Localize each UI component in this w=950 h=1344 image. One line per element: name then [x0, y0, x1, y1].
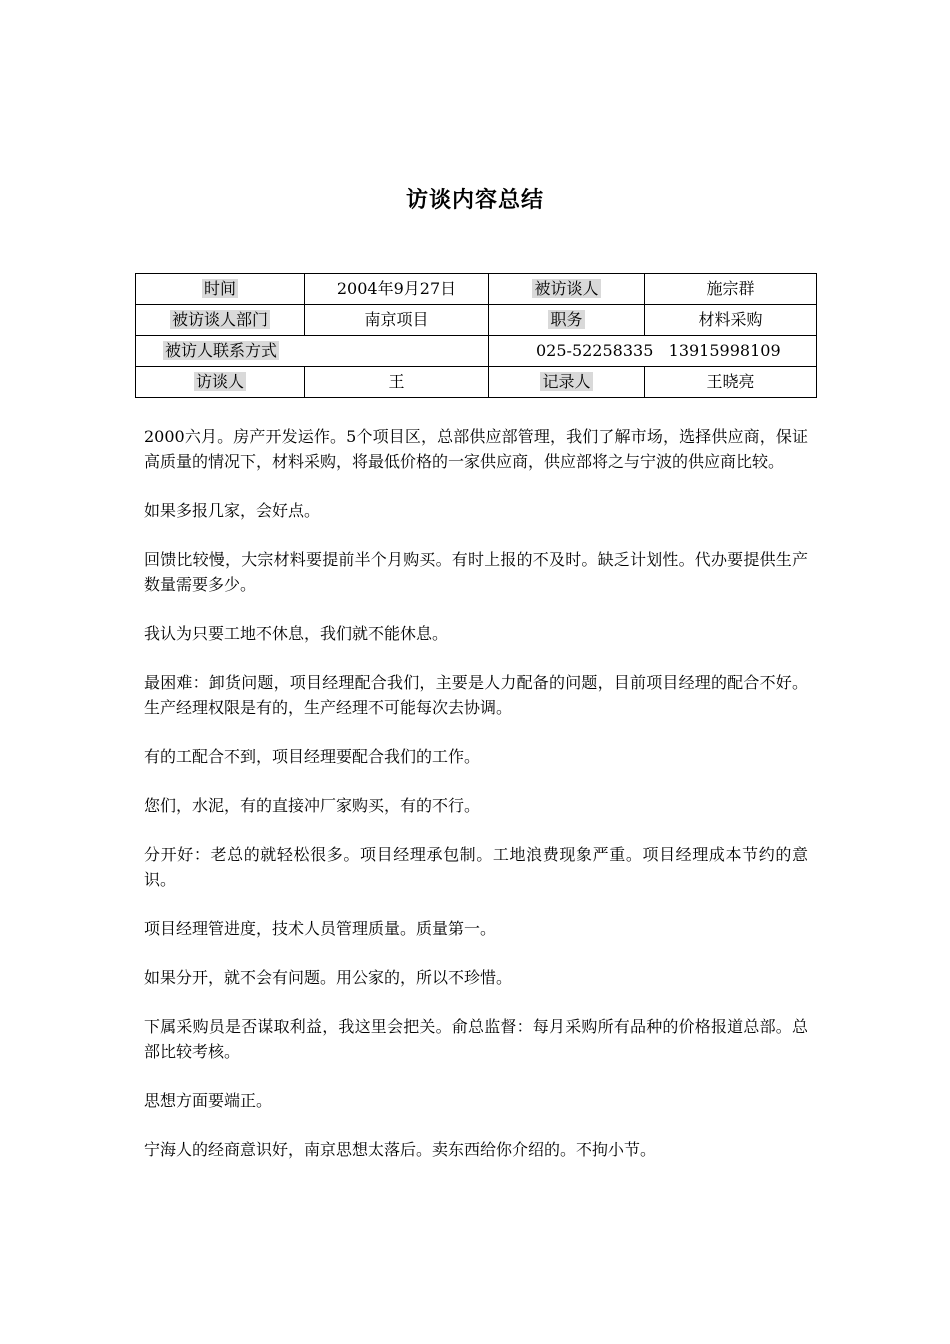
table-row [136, 336, 817, 367]
paragraph: 回馈比较慢，大宗材料要提前半个月购买。有时上报的不及时。缺乏计划性。代办要提供生产数量需要多少。 [144, 550, 808, 594]
paragraph: 分开好：老总的就轻松很多。项目经理承包制。工地浪费现象严重。项目经理成本节约的意识。 [144, 845, 808, 889]
interview-info-table [135, 273, 817, 398]
paragraph: 我认为只要工地不休息，我们就不能休息。 [144, 624, 449, 643]
department-value: 南京项目 [305, 305, 489, 336]
table-row [136, 305, 817, 336]
contact-value: 025-52258335 13915998109 [489, 336, 817, 367]
paragraph: 宁海人的经商意识好，南京思想太落后。卖东西给你介绍的。不拘小节。 [144, 1140, 657, 1159]
paragraph: 如果分开，就不会有问题。用公家的，所以不珍惜。 [144, 968, 513, 987]
paragraph: 思想方面要端正。 [144, 1091, 273, 1110]
paragraph: 如果多报几家，会好点。 [144, 501, 321, 520]
recorder-label: 记录人 [542, 372, 591, 391]
table-cell [136, 367, 305, 398]
interview-notes [144, 424, 808, 1186]
table-row [136, 274, 817, 305]
interviewer-value: 王 [305, 367, 489, 398]
table-cell [489, 367, 645, 398]
paragraph: 最困难：卸货问题，项目经理配合我们，主要是人力配备的问题，目前项目经理的配合不好。生产经理权限是有的，生产经理不可能每次去协调。 [144, 673, 808, 717]
table-cell [489, 274, 645, 305]
table-cell [136, 336, 489, 367]
interviewee-value: 施宗群 [645, 274, 817, 305]
recorder-value: 王晓亮 [645, 367, 817, 398]
department-label: 被访谈人部门 [171, 310, 268, 329]
time-label: 时间 [203, 279, 236, 298]
paragraph: 有的工配合不到，项目经理要配合我们的工作。 [144, 747, 481, 766]
page-title: 访谈内容总结 [405, 187, 544, 213]
paragraph: 项目经理管进度，技术人员管理质量。质量第一。 [144, 919, 497, 938]
paragraph: 下属采购员是否谋取利益，我这里会把关。俞总监督：每月采购所有品种的价格报道总部。总部比较考核。 [144, 1017, 808, 1061]
time-value: 2004年9月27日 [305, 274, 489, 305]
table-cell [136, 305, 305, 336]
position-value: 材料采购 [645, 305, 817, 336]
table-row [136, 367, 817, 398]
paragraph: 您们，水泥，有的直接冲厂家购买，有的不行。 [144, 796, 481, 815]
interviewer-label: 访谈人 [195, 372, 244, 391]
contact-label: 被访人联系方式 [165, 341, 278, 360]
interviewee-label: 被访谈人 [534, 279, 599, 298]
paragraph: 2000六月。房产开发运作。5个项目区，总部供应部管理，我们了解市场，选择供应商，保证高质量的情况下，材料采购，将最低价格的一家供应商，供应部将之与宁波的供应商比较。 [144, 427, 808, 471]
table-cell [489, 305, 645, 336]
position-label: 职务 [550, 310, 583, 329]
table-cell [136, 274, 305, 305]
